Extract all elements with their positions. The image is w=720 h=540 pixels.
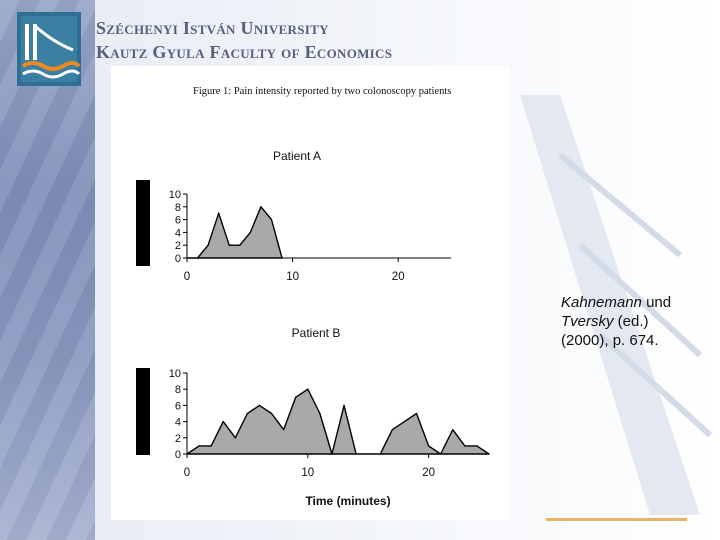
chart-title: Patient A [272, 149, 322, 163]
data-point [476, 445, 477, 446]
data-point [416, 413, 417, 414]
citation-line-1 [561, 293, 711, 312]
data-point [464, 445, 465, 446]
data-point [239, 245, 240, 246]
y-tick-label: 4 [174, 227, 181, 240]
figure-panel [111, 66, 510, 520]
x-tick-label: 0 [183, 467, 191, 479]
data-point [452, 429, 453, 430]
y-tick-label: 2 [174, 432, 181, 445]
y-tick-label: 0 [174, 253, 181, 265]
x-tick-label: 0 [183, 271, 191, 283]
data-point [271, 219, 272, 220]
data-point [404, 421, 405, 422]
data-point [208, 245, 209, 246]
data-point [211, 445, 212, 446]
data-point [283, 429, 284, 430]
citation-author-1: Kahnemann [561, 294, 642, 311]
data-point [223, 421, 224, 422]
y-tick-label: 6 [174, 214, 181, 227]
data-point [343, 405, 344, 406]
figure-title: Figure 1: Pain intensity reported by two colonoscopy patients [193, 86, 452, 97]
accent-line [546, 518, 687, 521]
y-tick-label: 10 [168, 189, 181, 201]
chart-patient-a [136, 149, 451, 283]
data-point [198, 445, 199, 446]
y-tick-label: 4 [174, 416, 181, 429]
university-name: Széchenyi István University [96, 18, 329, 38]
data-point [235, 437, 236, 438]
y-tick-label: 8 [174, 201, 181, 214]
pain-intensity-figure [111, 66, 510, 520]
data-point [428, 445, 429, 446]
data-point [250, 232, 251, 233]
data-point [307, 389, 308, 390]
x-tick-label: 10 [301, 467, 315, 479]
x-axis-label: Time (minutes) [305, 494, 391, 508]
faculty-name: Kautz Gyula Faculty of Economics [96, 42, 393, 62]
y-tick-label: 10 [168, 368, 181, 380]
scale-bar [136, 368, 150, 455]
data-point [271, 413, 272, 414]
citation-line-2 [561, 312, 711, 331]
chart-title: Patient B [291, 326, 341, 340]
x-tick-label: 20 [391, 271, 405, 283]
data-point [295, 397, 296, 398]
data-point [247, 413, 248, 414]
citation [561, 293, 711, 350]
pain-area [187, 207, 282, 258]
citation-text-1: und [641, 294, 672, 311]
y-tick-label: 8 [174, 384, 181, 397]
chart-patient-b [136, 326, 490, 508]
x-tick-label: 10 [286, 271, 299, 283]
university-logo [17, 12, 81, 86]
data-point [229, 245, 230, 246]
citation-author-2: Tversky [561, 313, 614, 330]
data-point [259, 405, 260, 406]
pain-area [187, 389, 489, 454]
scale-bar [136, 180, 150, 266]
data-point [319, 413, 320, 414]
data-point [218, 213, 219, 214]
data-point [260, 206, 261, 207]
y-tick-label: 6 [174, 400, 181, 413]
x-tick-label: 20 [422, 467, 435, 479]
y-tick-label: 0 [174, 449, 181, 461]
citation-text-2: (ed.) [613, 313, 649, 330]
y-tick-label: 2 [174, 240, 181, 253]
citation-line-3: (2000), p. 674. [561, 332, 659, 349]
data-point [392, 429, 393, 430]
